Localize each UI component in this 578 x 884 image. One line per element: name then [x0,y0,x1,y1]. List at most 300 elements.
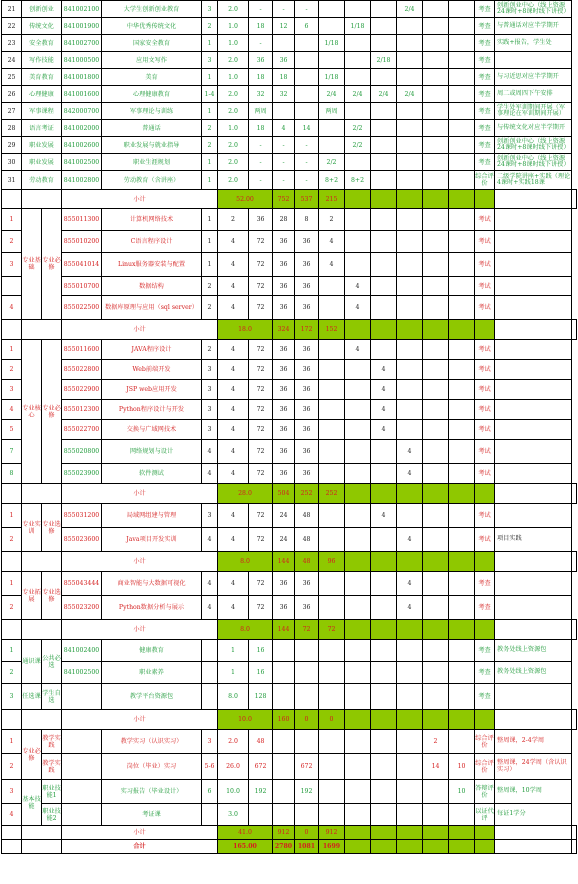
term-hours [345,754,371,780]
term-hours [371,209,397,231]
hours-practice: 36 [295,340,319,360]
term-hours [345,360,371,380]
term-hours [371,840,397,854]
term-hours [449,35,475,52]
assessment: 考查 [475,684,495,710]
course-area: 基本技能 [22,780,42,826]
row-number: 2 [2,360,22,380]
course-code [62,804,102,826]
subtotal-theory: 48 [295,552,319,572]
spacer [495,710,572,730]
hours-practice [295,640,319,662]
course-name: Python程序设计与开发 [102,400,202,420]
term-hours [319,684,345,710]
hours-theory [273,754,295,780]
table-row [2,137,577,154]
credit-cell: 1 [218,640,249,662]
hours-theory: 18 [273,69,295,86]
table-row [2,18,577,35]
term-hours [345,662,371,684]
hours-practice [295,103,319,120]
term-hours [319,730,345,754]
hours-theory: 32 [273,86,295,103]
semester-cell: 3 [202,400,218,420]
course-code: 855023200 [62,596,102,620]
category-cell: 语言考证 [22,120,62,137]
course-code: 841001900 [62,18,102,35]
row-number: 1 [2,504,22,528]
hours-theory: - [273,1,295,18]
course-code: 855010700 [62,277,102,296]
term-hours [397,103,423,120]
hours-theory: 24 [273,504,295,528]
term-hours: 两周 [319,103,345,120]
semester-cell [202,804,218,826]
assessment: 考试 [475,277,495,296]
table-row [2,420,577,440]
category-cell: 美育教育 [22,69,62,86]
subtotal-practice: 215 [319,190,345,209]
term-hours: 2/4 [371,86,397,103]
term-hours [423,154,449,171]
term-hours: 2/2 [345,137,371,154]
remark [495,231,572,253]
assessment: 考查 [475,120,495,137]
term-hours [449,120,475,137]
credit-cell: 4 [218,277,249,296]
term-hours [319,640,345,662]
remark [495,400,572,420]
course-code: 841002100 [62,1,102,18]
term-hours [319,137,345,154]
spacer [2,840,22,854]
term-hours [371,662,397,684]
term-hours [345,730,371,754]
term-hours: 2/4 [319,86,345,103]
subtotal-credit: 52.00 [218,190,273,209]
row-number: 8 [2,464,22,484]
hours-theory: 36 [273,52,295,69]
term-hours [449,420,475,440]
course-name: Java项目开发实训 [102,528,202,552]
hours-theory [273,35,295,52]
row-number: 2 [2,662,22,684]
term-hours [319,18,345,35]
row-number: 1 [2,730,22,754]
term-hours [345,640,371,662]
row-number: 1 [2,640,22,662]
term-hours [319,296,345,320]
course-area: 任选课 [22,684,42,710]
subtotal-practice: 72 [319,620,345,640]
course-code [62,754,102,780]
table-row [2,340,577,360]
assessment: 考查 [475,662,495,684]
credit-cell: 2.0 [218,137,249,154]
term-hours [345,710,371,730]
assessment: 考试 [475,420,495,440]
term-hours [449,231,475,253]
term-hours [475,710,495,730]
term-hours [449,253,475,277]
term-hours [371,103,397,120]
row-number: 2 [2,754,22,780]
hours-total: 18 [249,120,273,137]
credit-cell: 3.0 [218,804,249,826]
term-hours [319,596,345,620]
table-row [2,504,577,528]
row-number: 22 [2,18,22,35]
credit-cell: 4 [218,504,249,528]
credit-cell: 2.0 [218,86,249,103]
remark: 与习近思对应半学期开 [495,69,572,86]
course-name: 职业素养 [102,662,202,684]
subtotal-credit: 10.0 [218,710,273,730]
term-hours [449,69,475,86]
row-number: 21 [2,1,22,18]
course-type: 专业必修 [42,340,62,484]
term-hours: 2/4 [397,86,423,103]
term-hours [423,120,449,137]
credit-cell: 26.0 [218,754,249,780]
course-name: 软件测试 [102,464,202,484]
semester-cell: 4 [202,572,218,596]
category-cell: 创新创业 [22,1,62,18]
term-hours [371,340,397,360]
term-hours: 8+2 [319,171,345,190]
category-cell: 传统文化 [22,18,62,35]
table-row [2,380,577,400]
spacer [572,840,577,854]
term-hours [397,340,423,360]
course-code: 841000500 [62,52,102,69]
remark [495,572,572,596]
course-name: 职业发展与就业指导 [102,137,202,154]
remark [495,380,572,400]
category-cell: 写作技能 [22,52,62,69]
course-type: 教学实践 [42,730,62,754]
term-hours [475,320,495,340]
term-hours: 2/4 [345,86,371,103]
term-hours [371,296,397,320]
term-hours [371,464,397,484]
table-row [2,35,577,52]
assessment: 综合评价 [475,754,495,780]
term-hours [319,572,345,596]
term-hours [423,420,449,440]
hours-practice: 36 [295,231,319,253]
course-name: 数据库原理与应用（sql server） [102,296,202,320]
term-hours [371,35,397,52]
hours-theory: - [273,154,295,171]
term-hours [371,1,397,18]
row-number: 31 [2,171,22,190]
table-row [2,231,577,253]
hours-total: 36 [249,52,273,69]
term-hours [423,504,449,528]
term-hours: 4 [397,464,423,484]
row-number: 3 [2,780,22,804]
term-hours [397,662,423,684]
term-hours [345,320,371,340]
course-name: JAVA程序设计 [102,340,202,360]
semester-cell: 3 [202,1,218,18]
spacer [495,840,572,854]
term-hours [397,504,423,528]
hours-practice [295,35,319,52]
term-hours [449,826,475,840]
course-code: 855041014 [62,253,102,277]
term-hours [371,826,397,840]
term-hours [423,780,449,804]
assessment: 考查 [475,640,495,662]
term-hours [345,484,371,504]
course-area: 专业拓展 [22,572,42,620]
row-number: 1 [2,209,22,231]
term-hours [423,552,449,572]
assessment: 考试 [475,340,495,360]
row-number: 2 [2,231,22,253]
term-hours [423,277,449,296]
hours-total: - [249,137,273,154]
term-hours [345,1,371,18]
category-cell: 职业发展 [22,137,62,154]
term-hours [371,484,397,504]
term-hours [371,171,397,190]
term-hours [423,340,449,360]
spacer [2,710,22,730]
spacer [22,484,62,504]
table-row [2,69,577,86]
assessment: 考试 [475,440,495,464]
assessment: 答辩评价 [475,780,495,804]
table-row [2,171,577,190]
hours-practice: 36 [295,440,319,464]
term-hours [449,572,475,596]
hours-theory: 36 [273,572,295,596]
row-number: 5 [2,420,22,440]
semester-cell: 1 [202,253,218,277]
table-row [2,86,577,103]
term-hours [319,780,345,804]
term-hours [449,277,475,296]
semester-cell: 3 [202,360,218,380]
table-row [2,804,577,826]
semester-cell: 2 [202,18,218,35]
term-hours [449,710,475,730]
spacer [572,552,577,572]
term-hours: 2/4 [397,1,423,18]
subtotal-total: 144 [273,620,295,640]
hours-total: 72 [249,440,273,464]
term-hours: 8+2 [345,171,371,190]
assessment: 以证代评 [475,804,495,826]
term-hours [423,190,449,209]
term-hours [345,103,371,120]
course-code: 855010200 [62,231,102,253]
spacer [495,620,572,640]
table-row [2,596,577,620]
term-hours [319,420,345,440]
term-hours [345,154,371,171]
term-hours [423,69,449,86]
hours-total: 72 [249,340,273,360]
hours-total: 两周 [249,103,273,120]
assessment: 考查 [475,154,495,171]
term-hours [397,780,423,804]
hours-theory: 36 [273,400,295,420]
subtotal-label: 小计 [62,190,218,209]
course-code [62,780,102,804]
subtotal-theory: 172 [295,320,319,340]
term-hours [345,253,371,277]
remark: 创新创业中心（线上资源24课时+8课时线下讲授） [495,154,572,171]
term-hours [397,484,423,504]
term-hours [319,804,345,826]
assessment: 综合评价 [475,171,495,190]
course-name: 健康教育 [102,640,202,662]
remark: 教务处线上资源包 [495,662,572,684]
course-code: 841002700 [62,35,102,52]
spacer [572,484,577,504]
course-area: 专业必修 [22,730,42,780]
term-hours [397,277,423,296]
subtotal-practice: 96 [319,552,345,572]
course-name: 岗位（毕业）实习 [102,754,202,780]
table-row [2,552,577,572]
term-hours [371,640,397,662]
subtotal-total: 2780 [273,840,295,854]
row-number: 25 [2,69,22,86]
course-name: 商业智能与大数据可视化 [102,572,202,596]
course-name: 职业生涯规划 [102,154,202,171]
hours-total: 128 [249,684,273,710]
term-hours [449,730,475,754]
hours-total: - [249,1,273,18]
assessment: 考查 [475,1,495,18]
term-hours [423,253,449,277]
hours-practice: 36 [295,464,319,484]
spacer [22,552,62,572]
spacer [22,840,62,854]
term-hours [371,620,397,640]
term-hours [319,440,345,464]
term-hours [371,154,397,171]
table-row [2,684,577,710]
credit-cell: 4 [218,440,249,464]
spacer [2,484,22,504]
term-hours [449,400,475,420]
term-hours [449,596,475,620]
subtotal-credit: 41.0 [218,826,273,840]
hours-total: 18 [249,69,273,86]
row-number: 29 [2,137,22,154]
category-cell: 安全教育 [22,35,62,52]
term-hours [397,120,423,137]
subtotal-theory: 72 [295,620,319,640]
subtotal-credit: 8.0 [218,620,273,640]
term-hours [475,826,495,840]
row-number: 3 [2,253,22,277]
term-hours [345,840,371,854]
term-hours [345,69,371,86]
course-code: 842000700 [62,103,102,120]
hours-total: - [249,171,273,190]
credit-cell: 1 [218,662,249,684]
course-code: 841002400 [62,640,102,662]
table-row [2,640,577,662]
hours-total: - [249,154,273,171]
table-row [2,52,577,69]
subtotal-total: 504 [273,484,295,504]
hours-practice: 14 [295,120,319,137]
hours-total: 672 [249,754,273,780]
term-hours [345,552,371,572]
credit-cell: 1.0 [218,35,249,52]
remark: 整周课，2-4学周 [495,730,572,754]
term-hours: 2 [319,209,345,231]
term-hours [423,684,449,710]
hours-practice [295,730,319,754]
assessment: 综合评价 [475,730,495,754]
spacer [22,620,62,640]
remark [495,464,572,484]
hours-total: 16 [249,662,273,684]
credit-cell: 4 [218,340,249,360]
assessment: 考试 [475,231,495,253]
course-type: 专业选修 [42,504,62,552]
credit-cell: 4 [218,400,249,420]
remark [495,420,572,440]
credit-cell: 4 [218,360,249,380]
table-row [2,360,577,380]
subtotal-practice: 152 [319,320,345,340]
hours-theory: 36 [273,277,295,296]
course-code [62,730,102,754]
table-row [2,190,577,209]
hours-practice [295,662,319,684]
hours-theory [273,730,295,754]
term-hours [371,190,397,209]
hours-practice: 36 [295,360,319,380]
term-hours [371,780,397,804]
term-hours: 4 [397,572,423,596]
subtotal-label: 小计 [62,826,218,840]
hours-practice: 36 [295,572,319,596]
term-hours [319,277,345,296]
term-hours [319,120,345,137]
term-hours [449,86,475,103]
hours-practice: 36 [295,596,319,620]
spacer [495,552,572,572]
remark [495,52,572,69]
remark [495,684,572,710]
credit-cell: 4 [218,231,249,253]
subtotal-theory: 537 [295,190,319,209]
table-row [2,754,577,780]
assessment: 考试 [475,464,495,484]
subtotal-theory: 252 [295,484,319,504]
spacer [495,484,572,504]
hours-practice: - [295,137,319,154]
term-hours [319,340,345,360]
term-hours [423,35,449,52]
semester-cell: 2 [202,137,218,154]
term-hours [423,231,449,253]
table-row [2,400,577,420]
term-hours [397,253,423,277]
term-hours [397,552,423,572]
